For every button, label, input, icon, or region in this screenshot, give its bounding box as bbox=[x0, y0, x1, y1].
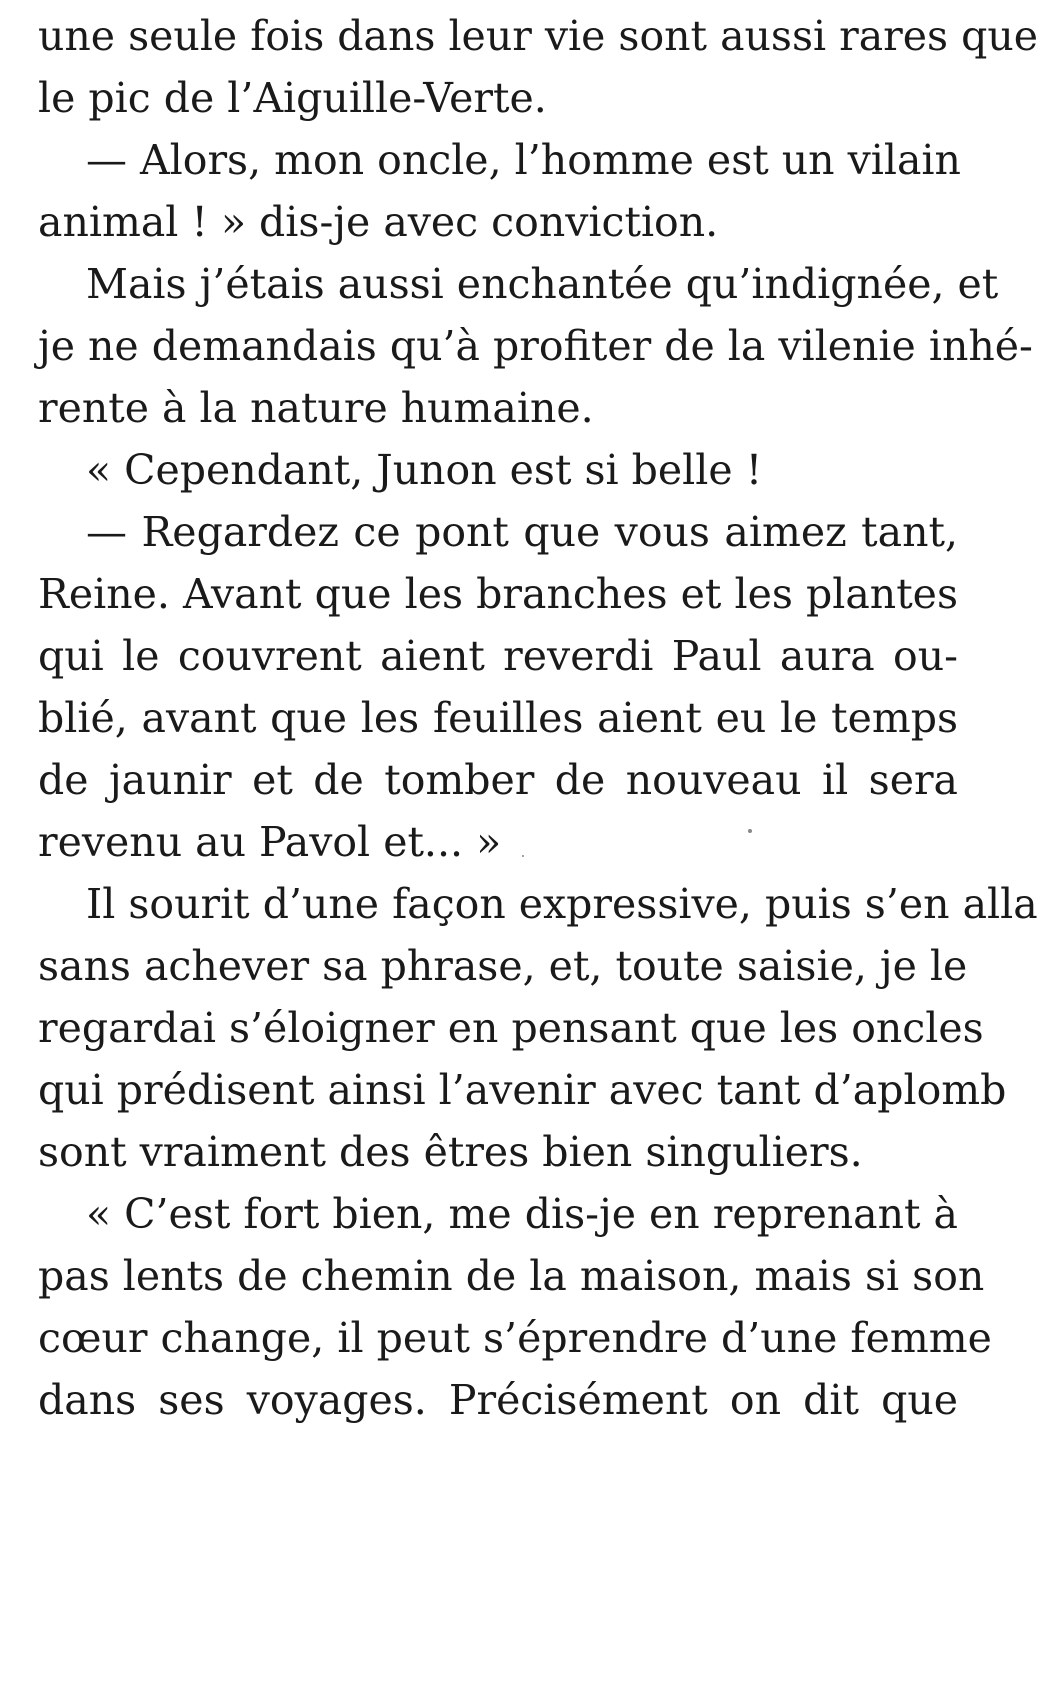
text-line: « C’est fort bien, me dis-je en reprenant à bbox=[86, 1190, 958, 1238]
text-line: sont vraiment des êtres bien singuliers. bbox=[38, 1128, 863, 1176]
text-line: dans ses voyages. Précisément on dit que bbox=[38, 1376, 958, 1424]
text-line: pas lents de chemin de la maison, mais si son bbox=[38, 1252, 985, 1300]
text-line: sans achever sa phrase, et, toute saisie, je le bbox=[38, 942, 968, 990]
text-line: le pic de l’Aiguille-Verte. bbox=[38, 74, 547, 122]
text-line: cœur change, il peut s’éprendre d’une femme bbox=[38, 1314, 992, 1362]
text-line: Reine. Avant que les branches et les plantes bbox=[38, 570, 958, 618]
text-line: Mais j’étais aussi enchantée qu’indignée, et bbox=[86, 260, 999, 308]
text-line: une seule fois dans leur vie sont aussi rares que bbox=[38, 12, 1039, 60]
text-line: regardai s’éloigner en pensant que les oncles bbox=[38, 1004, 984, 1052]
text-line: qui prédisent ainsi l’avenir avec tant d’aplomb bbox=[38, 1066, 1007, 1114]
text-line: — Regardez ce pont que vous aimez tant, bbox=[86, 508, 958, 556]
text-line: — Alors, mon oncle, l’homme est un vilain bbox=[86, 136, 961, 184]
scan-speck bbox=[748, 829, 752, 833]
text-line: de jaunir et de tomber de nouveau il sera bbox=[38, 756, 958, 804]
text-line: rente à la nature humaine. bbox=[38, 384, 594, 432]
text-line: « Cependant, Junon est si belle ! bbox=[86, 446, 763, 494]
text-line: qui le couvrent aient reverdi Paul aura ou- bbox=[38, 632, 958, 680]
scan-speck bbox=[522, 855, 524, 857]
text-line: revenu au Pavol et... » bbox=[38, 818, 502, 866]
text-line: blié, avant que les feuilles aient eu le temps bbox=[38, 694, 958, 742]
text-line: je ne demandais qu’à profiter de la vilenie inhé- bbox=[38, 322, 1033, 370]
text-line: animal ! » dis-je avec conviction. bbox=[38, 198, 719, 246]
text-line: Il sourit d’une façon expressive, puis s’en alla bbox=[86, 880, 1038, 928]
